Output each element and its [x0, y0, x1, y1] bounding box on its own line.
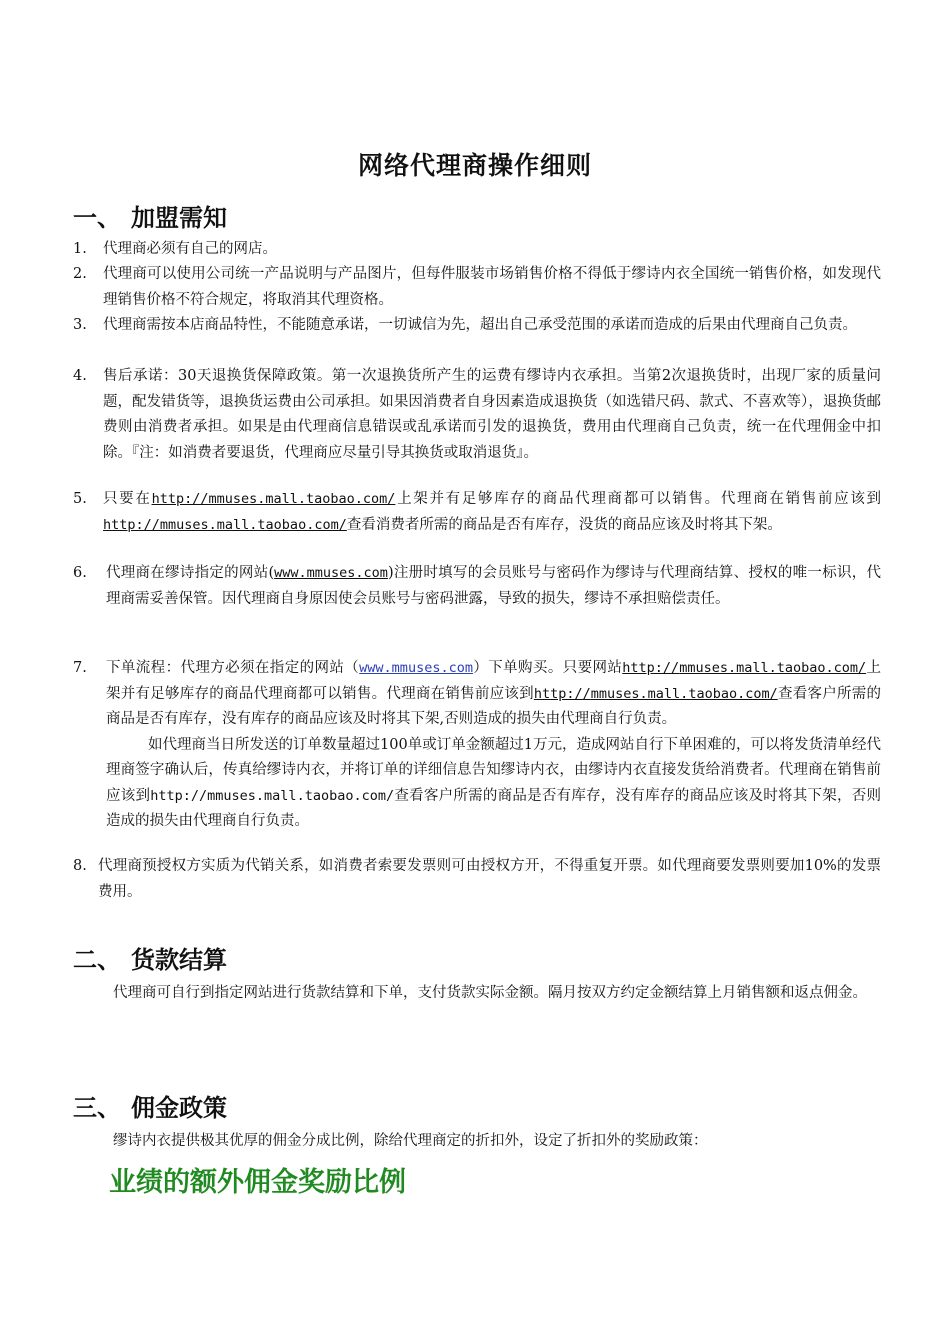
website-link[interactable]: www.mmuses.com — [359, 660, 473, 676]
link-part: mmuses.mall.taobao.com/ — [679, 660, 867, 676]
item-marker: 4. — [73, 368, 87, 384]
item-marker: 1. — [73, 241, 87, 257]
item-text — [103, 487, 881, 538]
shop-link[interactable] — [534, 686, 778, 702]
item-text-part: 查看客户所需的商品是否有库存，没有库存的商品应该及时将其下架,否则造成的损失由代理商自行负责。 — [106, 685, 881, 727]
section-number: 一、 — [73, 204, 121, 232]
section-heading-1 — [73, 198, 227, 233]
section-number: 三、 — [73, 1094, 121, 1122]
shop-link[interactable]: http://mmuses.mall.taobao.com/ — [151, 491, 396, 507]
item-text-part: ）下单购买。只要网站 — [472, 660, 623, 676]
list-item-2 — [73, 262, 881, 313]
section-heading-3 — [73, 1088, 227, 1123]
item-marker: 6. — [73, 565, 87, 581]
item-text-part: 查看消费者所需的商品是否有库存，没货的商品应该及时将其下架。 — [346, 516, 782, 533]
item-text-part: )注册时填写的会员账号与密码作为缪诗与代理商结算、授权的唯一标识，代理商需妥善保管。因代理商自身原因使会员账号与密码泄露，导致的损失，缪诗不承担赔偿责任。 — [106, 565, 882, 607]
list-item-7 — [73, 656, 881, 835]
commission-paragraph: 缪诗内衣提供极其优厚的佣金分成比例，除给代理商定的折扣外，设定了折扣外的奖励政策： — [113, 1133, 708, 1149]
item-text-part: 上架并有足够库存的商品代理商都可以销售。代理商在销售前应该到 — [395, 491, 882, 507]
list-item-5 — [73, 487, 881, 538]
item-marker: 7. — [73, 660, 87, 676]
list-item-3 — [73, 313, 881, 339]
item-text-part: 如代理商当日所发送的订单数量超过100单或订单金额超过1万元，造成网站自行下单困难的，可以将发货清单经代理商签字确认后，传真给缪诗内衣，并将订单的详细信息告知缪诗内衣，由缪诗内衣直接发货给消费者。代理商在销售前应该到 — [106, 736, 881, 804]
settlement-paragraph: 代理商可自行到指定网站进行货款结算和下单，支付货款实际金额。隔月按双方约定金额结算上月销售额和返点佣金。 — [113, 985, 867, 1001]
item-marker: 3. — [73, 317, 87, 333]
section-title: 加盟需知 — [131, 204, 227, 232]
section-number: 二、 — [73, 946, 121, 974]
item-text: 售后承诺：30天退换货保障政策。第一次退换货所产生的运费有缪诗内衣承担。当第2次退换货时，出现厂家的质量问题，配发错货等，退换货运费由公司承担。如果因消费者自身因素造成退换货（如选错尺码、款式、不喜欢等），退换货邮费则由消费者承担。如果是由代理商信息错误或乱承诺而引发的退换货，费用由代理商自己负责，统一在代理佣金中扣除。『注：如消费者要退货，代理商应尽量引导其换货或取消退货』。 — [103, 368, 881, 461]
item-marker: 8. — [73, 858, 87, 874]
item-subparagraph — [106, 733, 881, 835]
shop-link[interactable]: http://mmuses.mall.taobao.com/ — [103, 516, 347, 533]
shop-url-text: http://mmuses.mall.taobao.com/ — [150, 787, 395, 804]
commission-subheading: 业绩的额外佣金奖励比例 — [109, 1167, 406, 1198]
link-part: http:// — [622, 660, 680, 676]
item-text — [106, 561, 881, 612]
link-part: http:// — [533, 685, 591, 702]
item-marker: 5. — [73, 491, 87, 507]
item-text: 代理商必须有自己的网店。 — [103, 241, 277, 257]
item-text: 代理商预授权方实质为代销关系，如消费者索要发票则可由授权方开，不得重复开票。如代理商要发票则要加10%的发票费用。 — [98, 858, 881, 900]
section-title: 货款结算 — [131, 946, 227, 974]
shop-link[interactable] — [622, 660, 866, 676]
list-item-6 — [73, 561, 881, 612]
section-heading-2 — [73, 940, 227, 975]
website-link[interactable]: www.mmuses.com — [274, 565, 388, 581]
section-title: 佣金政策 — [131, 1094, 227, 1122]
item-text: 代理商可以使用公司统一产品说明与产品图片，但每件服装市场销售价格不得低于缪诗内衣全国统一销售价格，如发现代理销售价格不符合规定，将取消其代理资格。 — [103, 266, 881, 308]
item-text-part: 只要在 — [103, 491, 152, 507]
item-text — [106, 656, 881, 733]
item-text-part: 上架并有足够库存的商品代理商都可以销售。代理商在销售前应该到 — [106, 660, 882, 702]
item-text-part: 查看客户所需的商品是否有库存，没有库存的商品应该及时将其下架，否则造成的损失由代理商自行负责。 — [106, 787, 881, 829]
list-item-4 — [73, 364, 881, 466]
item-text-part: 代理商在缪诗指定的网站( — [106, 565, 275, 581]
item-text-part: 下单流程：代理方必须在指定的网站（ — [106, 660, 360, 676]
document-title: 网络代理商操作细则 — [357, 151, 592, 180]
list-item-8 — [73, 854, 881, 905]
item-text: 代理商需按本店商品特性，不能随意承诺，一切诚信为先，超出自己承受范围的承诺而造成的后果由代理商自己负责。 — [103, 317, 857, 333]
link-part: mmuses.mall.taobao.com/ — [590, 685, 778, 702]
list-item-1 — [73, 237, 881, 263]
item-marker: 2. — [73, 266, 87, 282]
